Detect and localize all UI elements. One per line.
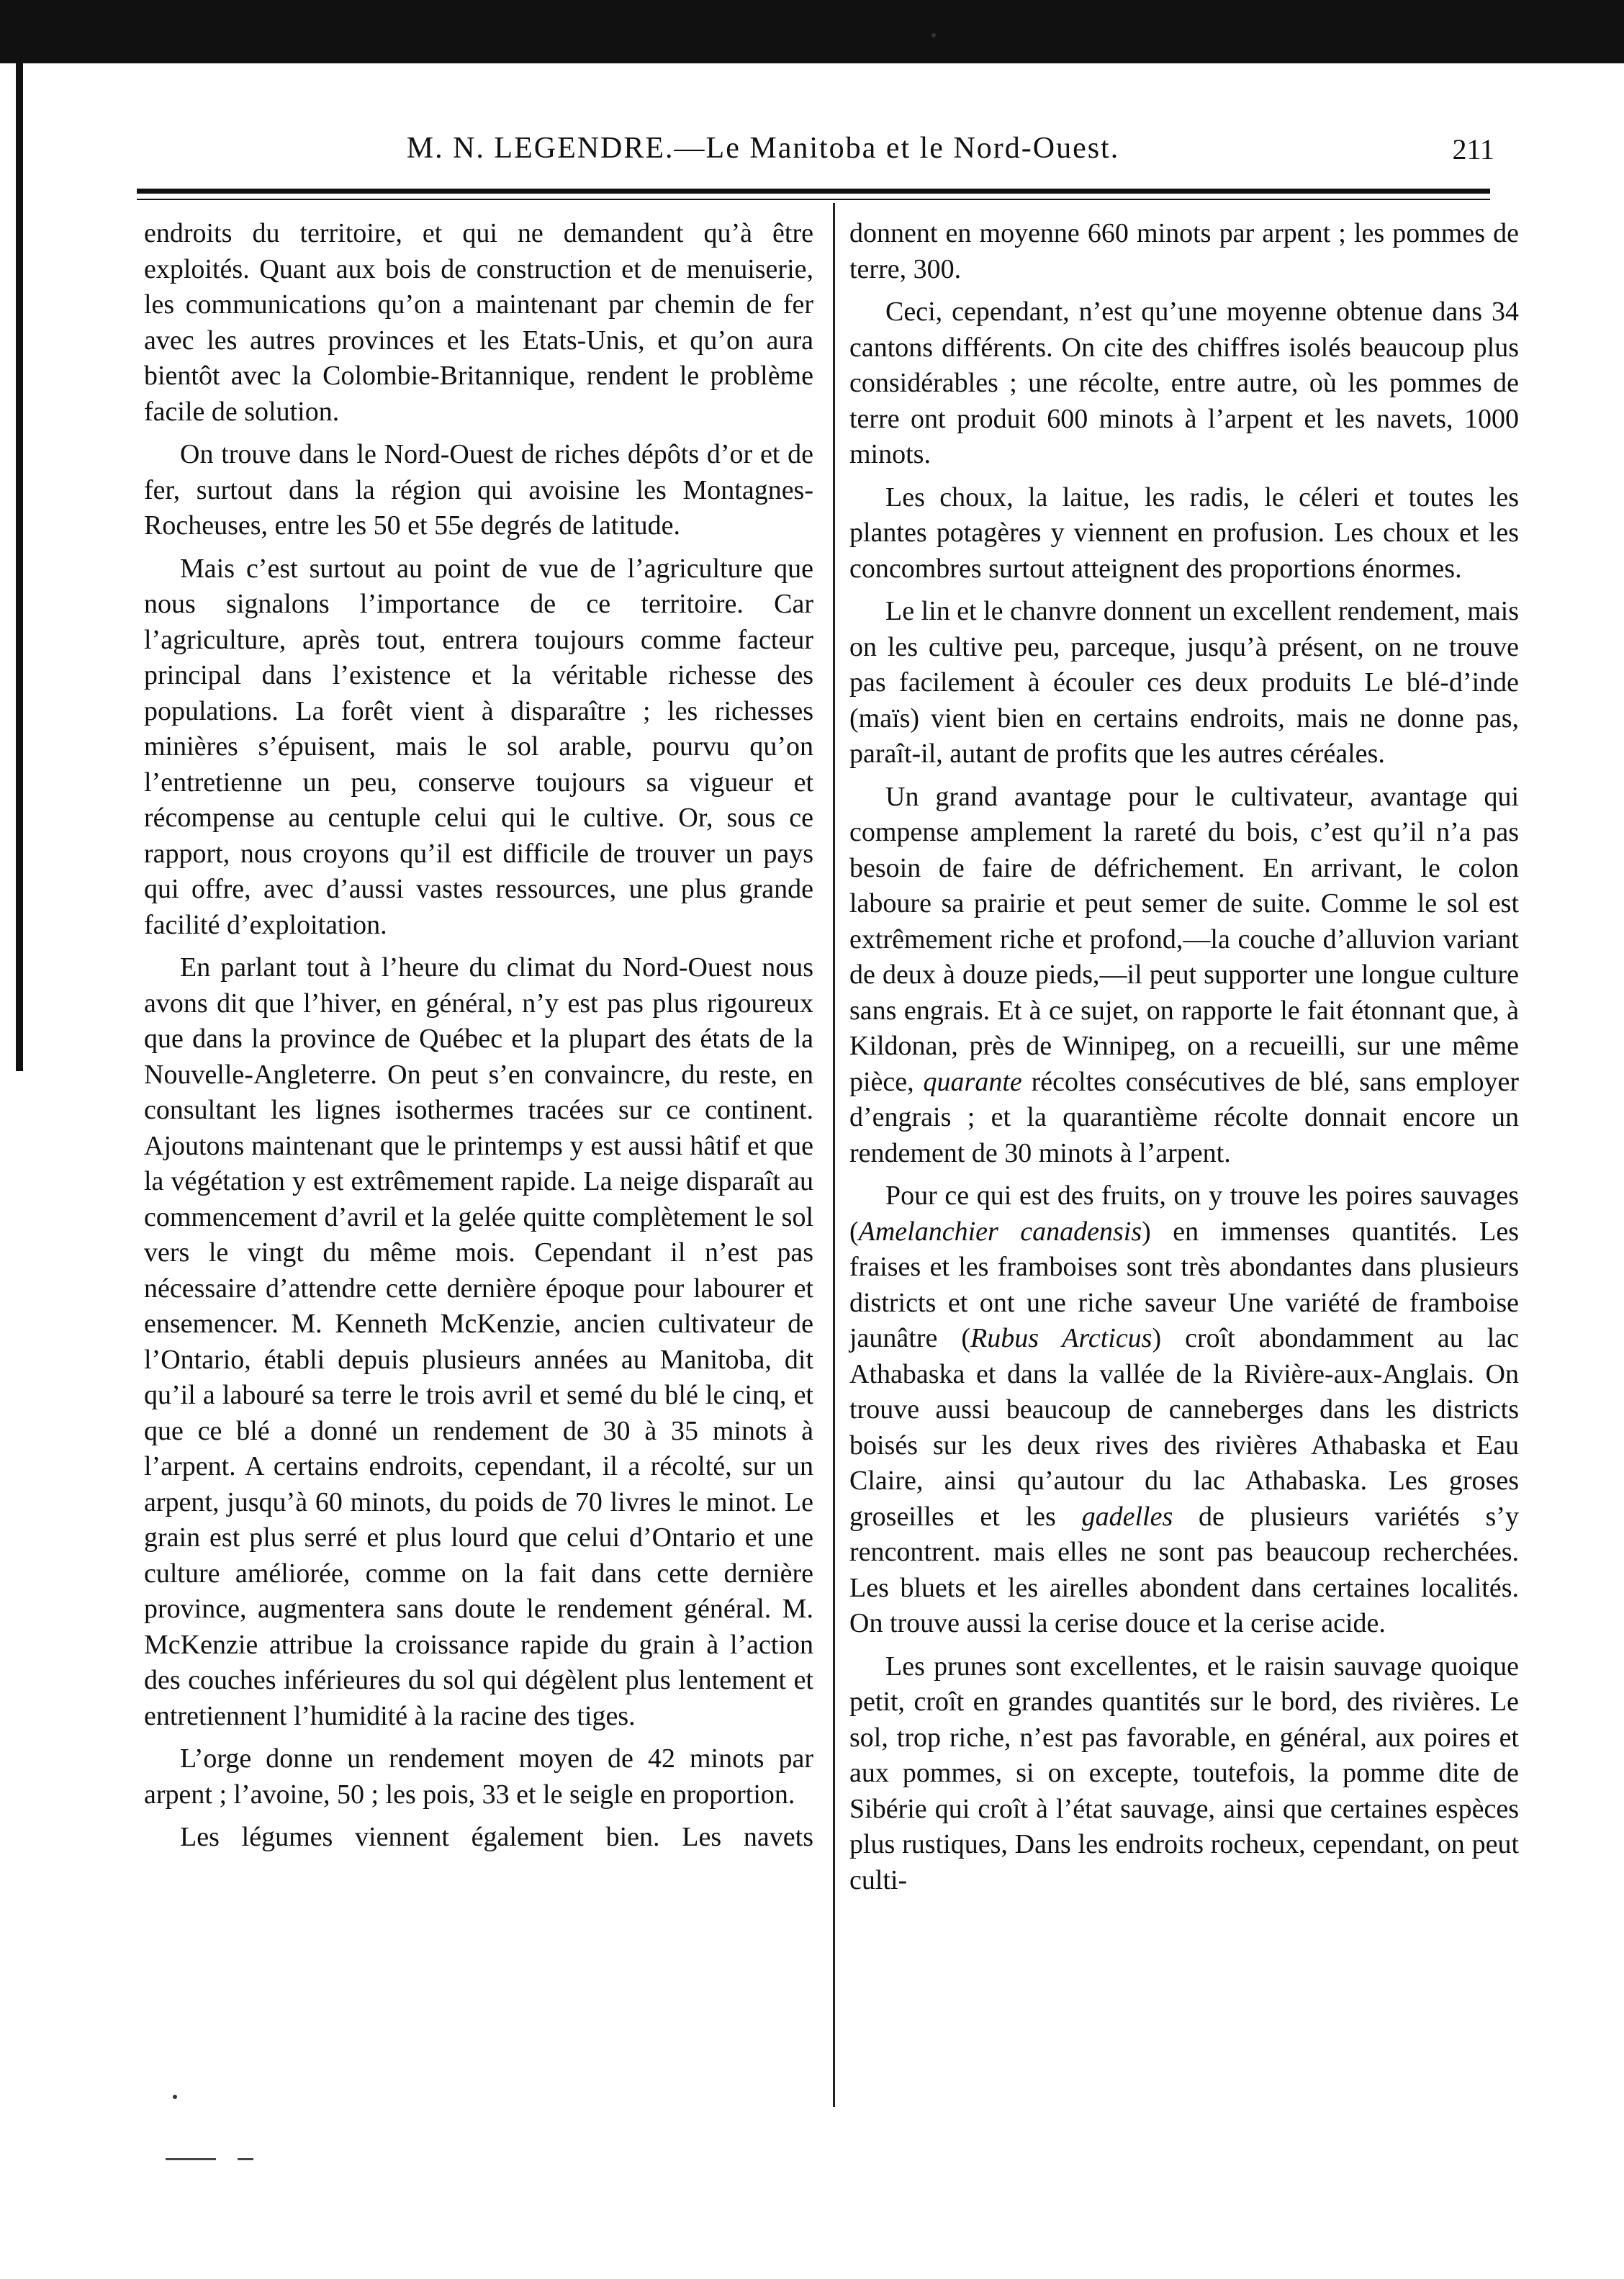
column-divider [833, 203, 835, 2107]
scan-left-border [16, 63, 23, 1071]
text-run: ) croît abondamment au lac Athabaska et dans la vallée de la Rivière-aux-Anglais. On trouve aussi beaucoup de canneberges dans les districts boisés sur les deux rives des rivières Athabaska et Eau Claire, ainsi qu’autour du lac Athabaska. Les groses groseilles et les [849, 1323, 1520, 1532]
left-column [144, 216, 813, 1863]
paragraph: Mais c’est surtout au point de vue de l’agriculture que nous signalons l’importance de ce territoire. Car l’agriculture, après tout, entrera toujours comme facteur principal dans l’existence et la véritable richesse des populations. La forêt vient à disparaître ; les richesses minières s’épuisent, mais le sol arable, pourvu qu’on l’entretienne un peu, conserve toujours sa vigueur et récompense au centuple celui qui le cultive. Or, sous ce rapport, nous croyons qu’il est difficile de trouver un pays qui offre, avec d’aussi vastes ressources, une plus grande facilité d’exploitation. [144, 553, 813, 940]
text-run: Un grand avantage pour le cultivateur, avantage qui compense amplement la rareté du bois, c’est qu’il n’a pas besoin de faire de défrichement. En arrivant, le colon laboure sa prairie et peut semer de suite. Comme le sol est extrêmement riche et profond,—la couche d’alluvion variant de deux à douze pieds,—il peut supporter une longue culture sans engrais. Et à ce sujet, on rapporte le fait étonnant que, à Kildonan, près de Winnipeg, on a recueilli, sur une même pièce, [849, 781, 1519, 1097]
paragraph: endroits du territoire, et qui ne demandent qu’à être exploités. Quant aux bois de construction et de menuiserie, les communications qu’on a maintenant par chemin de fer avec les autres provinces et les Etats-Unis, et qu’on aura bientôt avec la Colombie-Britannique, rendent le problème facile de solution. [144, 218, 813, 427]
text-run: de plusieurs variétés s’y rencontrent. mais elles ne sont pas beaucoup recherchées. Les bluets et les airelles abondent dans certaines localités. On trouve aussi la cerise douce et la cerise acide. [849, 1501, 1519, 1638]
paragraph: Les choux, la laitue, les radis, le céleri et toutes les plantes potagères y viennent en profusion. Les choux et les concombres surtout atteignent des proportions énormes. [849, 482, 1519, 584]
italic-term: Amelanchier canadensis [858, 1216, 1142, 1247]
paragraph: Le lin et le chanvre donnent un excellent rendement, mais on les cultive peu, parceque, jusqu’à présent, on ne trouve pas facilement à écouler ces deux produits Le blé-d’inde (maïs) vient bien en certains endroits, mais ne donne pas, paraît-il, autant de profits que les autres céréales. [849, 596, 1519, 769]
paragraph: On trouve dans le Nord-Ouest de riches dépôts d’or et de fer, surtout dans la région qui avoisine les Montagnes-Rocheuses, entre les 50 et 55e degrés de latitude. [144, 439, 813, 541]
scan-mark [238, 2158, 253, 2160]
scan-mark [166, 2158, 216, 2160]
text-run: Pour ce qui est des fruits, on y trouve les poires sauvages ( [849, 1181, 1519, 1247]
header-rule-thick [137, 189, 1490, 194]
italic-term: Rubus Arcticus [970, 1323, 1152, 1353]
paragraph [849, 1178, 1519, 1642]
scan-speck [931, 33, 936, 37]
paragraph [849, 780, 1519, 1172]
paragraph: donnent en moyenne 660 minots par arpent ; les pommes de terre, 300. [849, 218, 1519, 284]
right-column [849, 216, 1519, 1905]
italic-term: quarante [923, 1066, 1022, 1097]
text-run: ) en immenses quantités. Les fraises et les framboises sont très abondantes dans plusieurs districts et ont une riche saveur Une variété de framboise jaunâtre ( [849, 1216, 1520, 1353]
italic-term: gadelles [1081, 1501, 1173, 1532]
paragraph: Les légumes viennent également bien. Les navets [180, 1822, 813, 1852]
running-title: M. N. LEGENDRE.—Le Manitoba et le Nord-Ouest. [406, 132, 1120, 165]
paragraph: L’orge donne un rendement moyen de 42 minots par arpent ; l’avoine, 50 ; les pois, 33 et le seigle en proportion. [144, 1743, 813, 1810]
header-rule-thin [137, 199, 1490, 200]
paragraph: Ceci, cependant, n’est qu’une moyenne obtenue dans 34 cantons différents. On cite des chiffres isolés beaucoup plus considérables ; une récolte, entre autre, où les pommes de terre ont produit 600 minots à l’arpent et les navets, 1000 minots. [849, 297, 1519, 469]
page-number: 211 [1452, 133, 1494, 166]
paragraph: En parlant tout à l’heure du climat du Nord-Ouest nous avons dit que l’hiver, en général, n’y est pas plus rigoureux que dans la province de Québec et la plupart des états de la Nouvelle-Angleterre. On peut s’en convaincre, du reste, en consultant les lignes isothermes tracées sur ce continent. Ajoutons maintenant que le printemps y est aussi hâtif et que la végétation y est extrêmement rapide. La neige disparaît au commencement d’avril et la gelée quitte complètement le sol vers le vingt du même mois. Cependant il n’est pas nécessaire d’attendre cette dernière époque pour labourer et ensemencer. M. Kenneth McKenzie, ancien cultivateur de l’Ontario, établi depuis plusieurs années au Manitoba, dit qu’il a labouré sa terre le trois avril et semé du blé le cinq, et que ce blé a donné un rendement de 30 à 35 minots à l’arpent. A certains endroits, cependant, il a récolté, sur un arpent, jusqu’à 60 minots, du poids de 70 livres le minot. Le grain est plus serré et plus lourd que celui d’Ontario et une culture améliorée, comme on la fait dans cette dernière province, augmentera sans doute le rendement général. M. McKenzie attribue la croissance rapide du grain à l’action des couches inférieures du sol qui dégèlent plus lentement et entretiennent l’humidité à la racine des tiges. [144, 952, 813, 1731]
paragraph: Les prunes sont excellentes, et le raisin sauvage quoique petit, croît en grandes quantités sur le bord, des rivières. Le sol, trop riche, n’est pas favorable, en général, aux poires et aux pommes, si on excepte, toutefois, la pomme dite de Sibérie qui croît à l’état sauvage, ainsi que certaines espèces plus rustiques, Dans les endroits rocheux, cependant, on peut culti- [849, 1651, 1519, 1895]
text-run: récoltes consécutives de blé, sans employer d’engrais ; et la quarantième récolte donnait encore un rendement de 30 minots à l’arpent. [849, 1066, 1520, 1168]
scan-top-border [0, 0, 1624, 63]
scan-speck [173, 2095, 177, 2099]
